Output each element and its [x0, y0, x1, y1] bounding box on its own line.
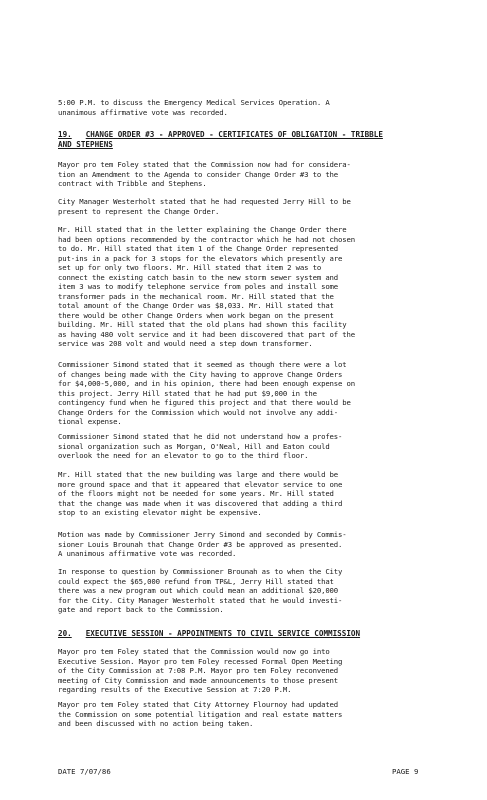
paragraph-city-manager: City Manager Westerholt stated that he had requested Jerry Hill to be present to represent the Change Order.: [58, 197, 351, 216]
heading-number: 19.: [58, 130, 72, 139]
footer-page-number: PAGE 9: [392, 767, 419, 776]
paragraph-simond-elevator: Commissioner Simond stated that he did not understand how a profes- sional organization such as Morgan, O'Neal, Hill and Eaton could overlook the need for an elevator to go to the third floor.: [58, 432, 343, 460]
paragraph-agenda-amendment: Mayor pro tem Foley stated that the Commission now had for considera- tion an Amendment to the Agenda to consider Change Order #3 to the contract with Tribble and Stephens.: [58, 160, 351, 188]
heading-number: 20.: [58, 629, 72, 638]
paragraph-city-attorney: Mayor pro tem Foley stated that City Attorney Flournoy had updated the Commission on some potential litigation and real estate matters and been discussed with no action being taken.: [58, 700, 343, 728]
heading-text: EXECUTIVE SESSION - APPOINTMENTS TO CIVIL SERVICE COMMISSION: [85, 629, 361, 638]
footer-date: DATE 7/07/86: [58, 767, 111, 776]
heading-item-19: [58, 130, 462, 149]
paragraph-executive-session: Mayor pro tem Foley stated that the Commission would now go into Executive Session. Mayor pro tem Foley recessed Formal Open Meeting of the City Commission at 7:08 P.M. Mayor pro tem Foley reconvened meeting of City Commission and made announcements to those present regarding results of the Executive Session at 7:20 P.M.: [58, 647, 343, 694]
paragraph-refund-question: In response to question by Commissioner Brounah as to when the City could expect the $65,000 refund from TP&L, Jerry Hill stated that there was a new program out which could mean an additional $20,000 for the City. City Manager Westerholt stated that he would investi- gate and report back to the Commission.: [58, 567, 343, 614]
heading-item-20: [58, 629, 462, 639]
paragraph-motion: Motion was made by Commissioner Jerry Simond and seconded by Commis- sioner Louis Brounah that Change Order #3 be approved as presented. A unanimous affirmative vote was recorded.: [58, 530, 347, 558]
paragraph-simond-concern: Commissioner Simond stated that it seemed as though there were a lot of changes being made with the City having to approve Change Orders for $4,000-5,000, and in his opinion, there had been enough expense on this project. Jerry Hill stated that he had put $9,000 in the contingency fund when he figured this project and that there would be Change Orders for the Commission which would not involve any addi- tional expense.: [58, 360, 356, 426]
paragraph-continuation: 5:00 P.M. to discuss the Emergency Medical Services Operation. A unanimous affirmative vote was recorded.: [58, 98, 330, 117]
paragraph-hill-explanation: Mr. Hill stated that in the letter explaining the Change Order there had been options recommended by the contractor which he had not chosen to do. Mr. Hill stated that item 1 of the Change Order represented put-ins in a pack for 3 stops for the elevators which presently are set up for only two floors. Mr. Hill stated that item 2 was to connect the existing catch basin to the new storm sewer system and item 3 was to modify telephone service from poles and install some transformer pads in the mechanical room. Mr. Hill stated that the total amount of the Change Order was $8,033. Mr. Hill stated that there would be other Change Orders when work began on the present building. Mr. Hill stated that the old plans had shown this facility as having 480 volt service and it had been discovered that part of the service was 208 volt and would need a step down transformer.: [58, 225, 356, 348]
heading-text: CHANGE ORDER #3 - APPROVED - CERTIFICATES OF OBLIGATION - TRIBBLE AND STEPHENS: [58, 130, 383, 149]
paragraph-hill-response: Mr. Hill stated that the new building was large and there would be more ground space and that it appeared that elevator service to one of the floors might not be needed for some years. Mr. Hill stated that the change was made when it was discovered that adding a third stop to an existing elevator might be expensive.: [58, 470, 343, 517]
